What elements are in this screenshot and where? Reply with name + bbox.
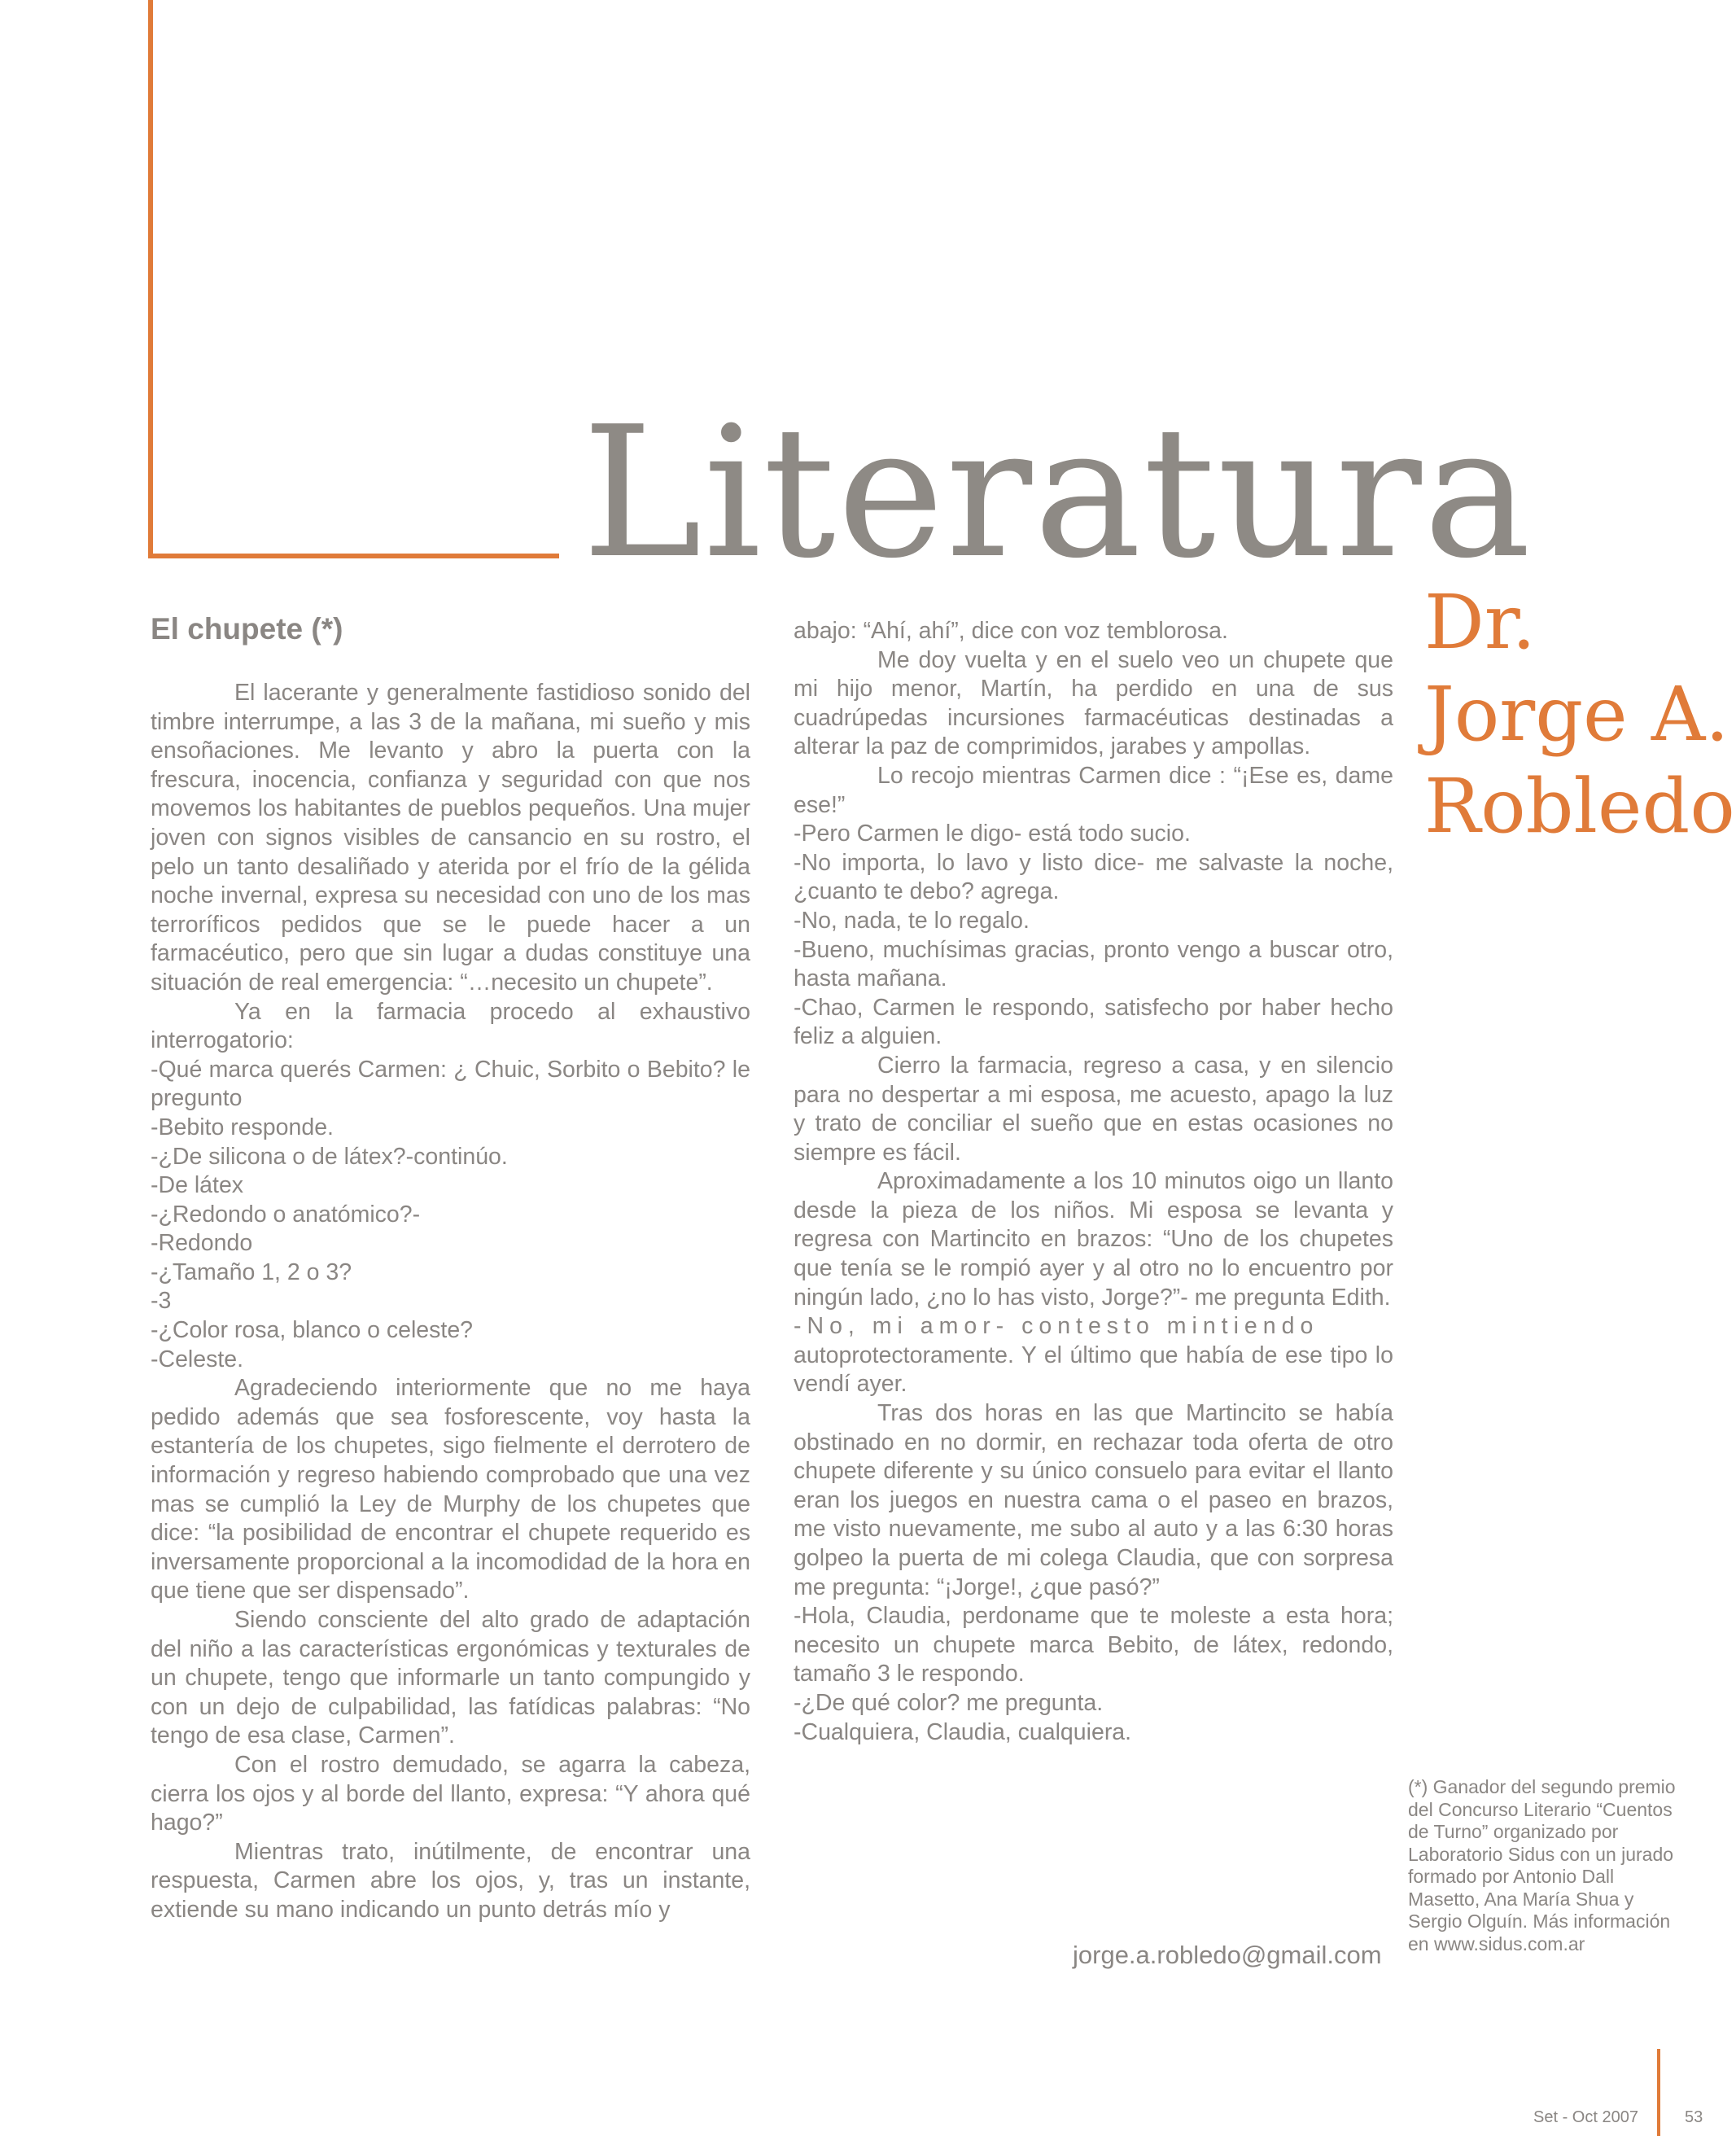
- paragraph: Agradeciendo interiormente que no me haya pedido además que sea fosforescente, voy hasta la estantería de los chupetes, sigo fielmente el derrotero de información y regreso habiendo comprobado que una vez mas se cumplió la Ley de Murphy de los chupetes que dice: “la posibilidad de encontrar el chupete requerido es inversamente proporcional a la incomodidad de la hora en que tiene que ser dispensado”.: [151, 1375, 750, 1604]
- paragraph: Ya en la farmacia procedo al exhaustivo interrogatorio:: [151, 998, 750, 1054]
- dialogue-line: -¿De silicona o de látex?-continúo.: [151, 1143, 508, 1170]
- author-email: jorge.a.robledo@gmail.com: [1073, 1941, 1382, 1969]
- dialogue-line: -Pero Carmen le digo- está todo sucio.: [794, 821, 1191, 847]
- paragraph: Aproximadamente a los 10 minutos oigo un llanto desde la pieza de los niños. Mi esposa se levanta y regresa con Martincito en brazos: “Uno de los chupetes que tenía se le rompió ayer y al otro no lo encuentro por ningún lado, ¿no lo has visto, Jorge?”- me pregunta Edith.: [794, 1168, 1393, 1311]
- story-column-left: [151, 679, 750, 1925]
- dialogue-line: -No importa, lo lavo y listo dice- me salvaste la noche, ¿cuanto te debo? agrega.: [794, 849, 1393, 905]
- accent-bar-horizontal: [148, 554, 559, 558]
- footer-divider: [1657, 2049, 1660, 2136]
- dialogue-line: -Chao, Carmen le respondo, satisfecho por haber hecho feliz a alguien.: [794, 994, 1393, 1050]
- paragraph: Siendo consciente del alto grado de adaptación del niño a las características ergonómicas y texturales de un chupete, tengo que informarle un tanto compungido y con un dejo de culpabilidad, las fatídicas palabras: “No tengo de esa clase, Carmen”.: [151, 1607, 750, 1749]
- dialogue-line: -¿Tamaño 1, 2 o 3?: [151, 1258, 352, 1285]
- dialogue-line: -De látex: [151, 1172, 244, 1199]
- paragraph: El lacerante y generalmente fastidioso sonido del timbre interrumpe, a las 3 de la mañana, mi sueño y mis ensoñaciones. Me levanto y abro la puerta con la frescura, inocencia, confianza y seguridad con que nos movemos los habitantes de pueblos pequeños. Una mujer joven con signos visibles de cansancio en su rostro, el pelo un tanto desaliñado y aterida por el frío de la gélida noche invernal, expresa su necesidad con uno de los mas terroríficos pedidos que se le puede hacer a un farmacéutico, pero que sin lugar a dudas constituye una situación de real emergencia: “…necesito un chupete”.: [151, 680, 750, 996]
- author-line: Dr.: [1424, 579, 1536, 666]
- author-line: Jorge A.: [1424, 671, 1729, 758]
- dialogue-line: -¿De qué color? me pregunta.: [794, 1689, 1104, 1716]
- dialogue-line: -Bueno, muchísimas gracias, pronto vengo a buscar otro, hasta mañana.: [794, 936, 1393, 992]
- paragraph: abajo: “Ahí, ahí”, dice con voz temblorosa.: [794, 618, 1228, 644]
- dialogue-line: -3: [151, 1288, 172, 1315]
- dialogue-line: -Cualquiera, Claudia, cualquiera.: [794, 1718, 1132, 1745]
- paragraph: Lo recojo mientras Carmen dice : “¡Ese es, dame ese!”: [794, 762, 1393, 818]
- dialogue-line: -Qué marca querés Carmen: ¿ Chuic, Sorbito o Bebito? le pregunto: [151, 1056, 750, 1112]
- paragraph: autoprotectoramente. Y el último que había de ese tipo lo vendí ayer.: [794, 1342, 1393, 1398]
- paragraph: Tras dos horas en las que Martincito se había obstinado en no dormir, en rechazar toda oferta de otro chupete diferente y su único consuelo para evitar el llanto eran los juegos en nuestra cama o el paseo en brazos, me visto nuevamente, me subo al auto y a las 6:30 horas golpeo la puerta de mi colega Claudia, que con sorpresa me pregunta: “¡Jorge!, ¿que pasó?”: [794, 1400, 1393, 1600]
- dialogue-line: -¿Redondo o anatómico?-: [151, 1201, 421, 1228]
- paragraph: Mientras trato, inútilmente, de encontrar una respuesta, Carmen abre los ojos, y, tras un instante, extiende su mano indicando un punto detrás mío y: [151, 1838, 750, 1923]
- footnote: (*) Ganador del segundo premio del Concurso Literario “Cuentos de Turno” organizado por Laboratorio Sidus con un jurado formado por Antonio Dall Masetto, Ana María Shua y Sergio Olguín. Más información en www.sidus.com.ar: [1408, 1776, 1676, 1954]
- author-name: [1424, 576, 1734, 852]
- dialogue-line: -No, nada, te lo regalo.: [794, 907, 1030, 934]
- accent-bar-vertical: [148, 0, 153, 558]
- paragraph: Cierro la farmacia, regreso a casa, y en silencio para no despertar a mi esposa, me acuesto, apago la luz y trato de conciliar el sueño que en estas ocasiones no siempre es fácil.: [794, 1052, 1393, 1166]
- section-title: Literatura: [582, 388, 1533, 598]
- paragraph: Con el rostro demudado, se agarra la cabeza, cierra los ojos y al borde del llanto, expresa: “Y ahora qué hago?”: [151, 1751, 750, 1836]
- dialogue-line: -Bebito responde.: [151, 1114, 334, 1140]
- dialogue-line: -Redondo: [151, 1230, 253, 1257]
- page-number: 53: [1685, 2108, 1703, 2126]
- issue-date: Set - Oct 2007: [1533, 2108, 1638, 2126]
- author-line: Robledo: [1424, 763, 1735, 850]
- story-column-right: [794, 617, 1393, 1747]
- dialogue-line: -Celeste.: [151, 1346, 244, 1372]
- dialogue-line: -Hola, Claudia, perdoname que te moleste a esta hora; necesito un chupete marca Bebito, de látex, redondo, tamaño 3 le respondo.: [794, 1603, 1393, 1687]
- story-title: El chupete (*): [151, 612, 343, 646]
- dialogue-line: -No, mi amor- contesto mintiendo: [794, 1313, 1319, 1340]
- paragraph: Me doy vuelta y en el suelo veo un chupete que mi hijo menor, Martín, ha perdido en una de sus cuadrúpedas incursiones farmacéuticas destinadas a alterar la paz de comprimidos, jarabes y ampollas.: [794, 646, 1393, 760]
- dialogue-line: -¿Color rosa, blanco o celeste?: [151, 1317, 474, 1344]
